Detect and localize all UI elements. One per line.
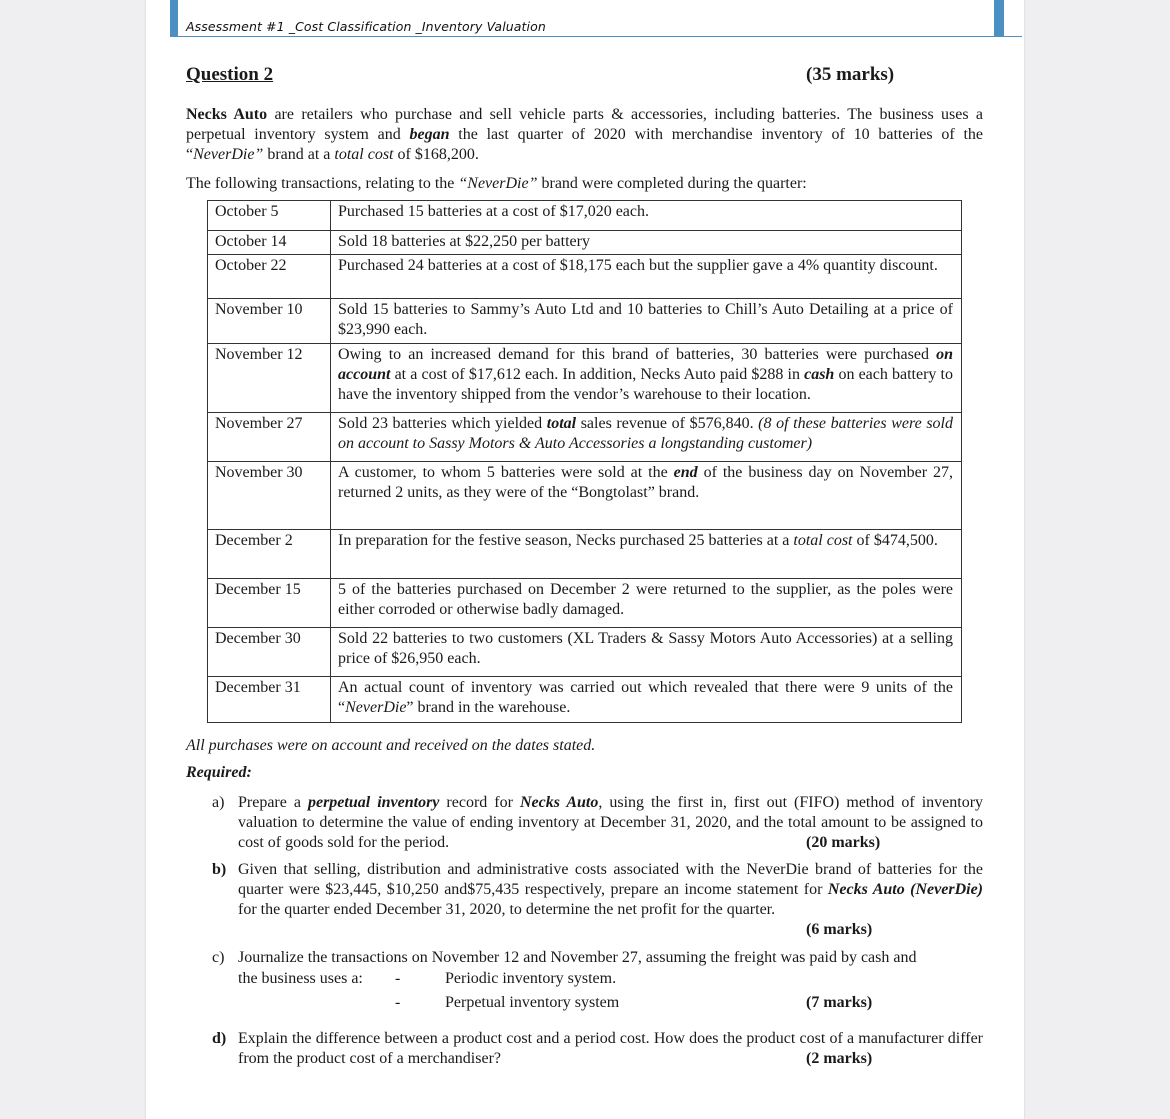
transaction-date: October 5 [208,201,331,231]
question-title: Question 2 [186,64,274,85]
transaction-text: 5 of the batteries purchased on December 2 were returned to the supplier, as the poles were either corroded or otherwise badly damaged. [331,579,962,628]
transaction-date: October 14 [208,231,331,255]
item-c-marks: (7 marks) [806,994,873,1011]
transaction-text: Purchased 15 batteries at a cost of $17,020 each. [331,201,962,231]
transaction-date: November 12 [208,344,331,413]
item-c-option-periodic: Periodic inventory system. [445,970,617,987]
table-row [208,413,962,462]
transaction-date: October 22 [208,255,331,299]
transaction-date: November 27 [208,413,331,462]
transaction-text: An actual count of inventory was carried out which revealed that there were 9 units of the “NeverDie” brand in the warehouse. [331,677,962,723]
transaction-text: Sold 22 batteries to two customers (XL Traders & Sassy Motors Auto Accessories) at a selling price of $26,950 each. [331,628,962,677]
required-heading: Required: [186,764,252,781]
transaction-date: November 10 [208,299,331,344]
table-row [208,255,962,299]
transaction-date: December 31 [208,677,331,723]
transaction-date: December 2 [208,530,331,579]
item-d-label: d) [212,1030,227,1047]
transaction-date: December 30 [208,628,331,677]
item-d-marks: (2 marks) [806,1050,873,1067]
item-b-text: Given that selling, distribution and administrative costs associated with the NeverDie brand of batteries for the quarter were $23,445, $10,250 and$75,435 respectively, prepare an income statement for Necks Auto (NeverDie) for the quarter ended December 31, 2020, to determine the net profit for the quarter. [238,861,984,918]
item-c-option-perpetual: Perpetual inventory system [445,994,620,1011]
item-b-label: b) [212,861,227,878]
transaction-text: A customer, to whom 5 batteries were sold at the end of the business day on November 27, returned 2 units, as they were of the “Bongtolast” brand. [331,462,962,530]
item-c-dash: - [395,994,401,1011]
table-row [208,344,962,413]
header-rule [170,36,1022,37]
table-row [208,579,962,628]
question-marks: (35 marks) [806,64,895,85]
transaction-text: In preparation for the festive season, Necks purchased 25 batteries at a total cost of $474,500. [331,530,962,579]
table-row [208,677,962,723]
item-c-dash: - [395,970,401,987]
transaction-date: December 15 [208,579,331,628]
item-a-text: Prepare a perpetual inventory record for Necks Auto, using the first in, first out (FIFO) method of inventory valuation to determine the value of ending inventory at December 31, 2020, and the total amount to be assigned to cost of goods sold for the period. [238,794,984,851]
table-row [208,462,962,530]
transaction-text: Sold 15 batteries to Sammy’s Auto Ltd and 10 batteries to Chill’s Auto Detailing at a price of $23,990 each. [331,299,962,344]
item-a-marks: (20 marks) [806,834,881,851]
transaction-text: Owing to an increased demand for this brand of batteries, 30 batteries were purchased on account at a cost of $17,612 each. In addition, Necks Auto paid $288 in cash on each battery to have the inventory shipped from the vendor’s warehouse to their location. [331,344,962,413]
table-row [208,201,962,231]
item-b-marks: (6 marks) [806,921,873,938]
table-row [208,299,962,344]
transaction-text: Purchased 24 batteries at a cost of $18,175 each but the supplier gave a 4% quantity discount. [331,255,962,299]
transaction-text: Sold 18 batteries at $22,250 per battery [331,231,962,255]
transaction-text: Sold 23 batteries which yielded total sales revenue of $576,840. (8 of these batteries were sold on account to Sassy Motors & Auto Accessories a longstanding customer) [331,413,962,462]
document-header-title: Assessment #1 _Cost Classification _Inventory Valuation [186,19,546,34]
table-row [208,628,962,677]
intro-paragraph: Necks Auto are retailers who purchase and sell vehicle parts & accessories, including batteries. The business uses a perpetual inventory system and began the last quarter of 2020 with merchandise inventory of 10 batteries of the “NeverDie” brand at a total cost of $168,200. [186,106,984,163]
purchases-note: All purchases were on account and received on the dates stated. [186,737,596,754]
item-a-label: a) [212,794,225,811]
item-d-text: Explain the difference between a product cost and a period cost. How does the product cost of a manufacturer differ from the product cost of a merchandiser? [238,1030,983,1067]
item-c-label: c) [212,949,225,966]
transactions-intro: The following transactions, relating to the “NeverDie” brand were completed during the quarter: [186,175,807,192]
header-accent-left [170,0,178,36]
table-row [208,231,962,255]
transactions-table [207,200,962,723]
transaction-date: November 30 [208,462,331,530]
company-name: Necks Auto [186,106,268,123]
header-accent-right [994,0,1004,36]
item-c-text: Journalize the transactions on November 12 and November 27, assuming the freight was paid by cash and [238,949,917,966]
table-row [208,530,962,579]
item-c-text-cont: the business uses a: [238,970,363,987]
